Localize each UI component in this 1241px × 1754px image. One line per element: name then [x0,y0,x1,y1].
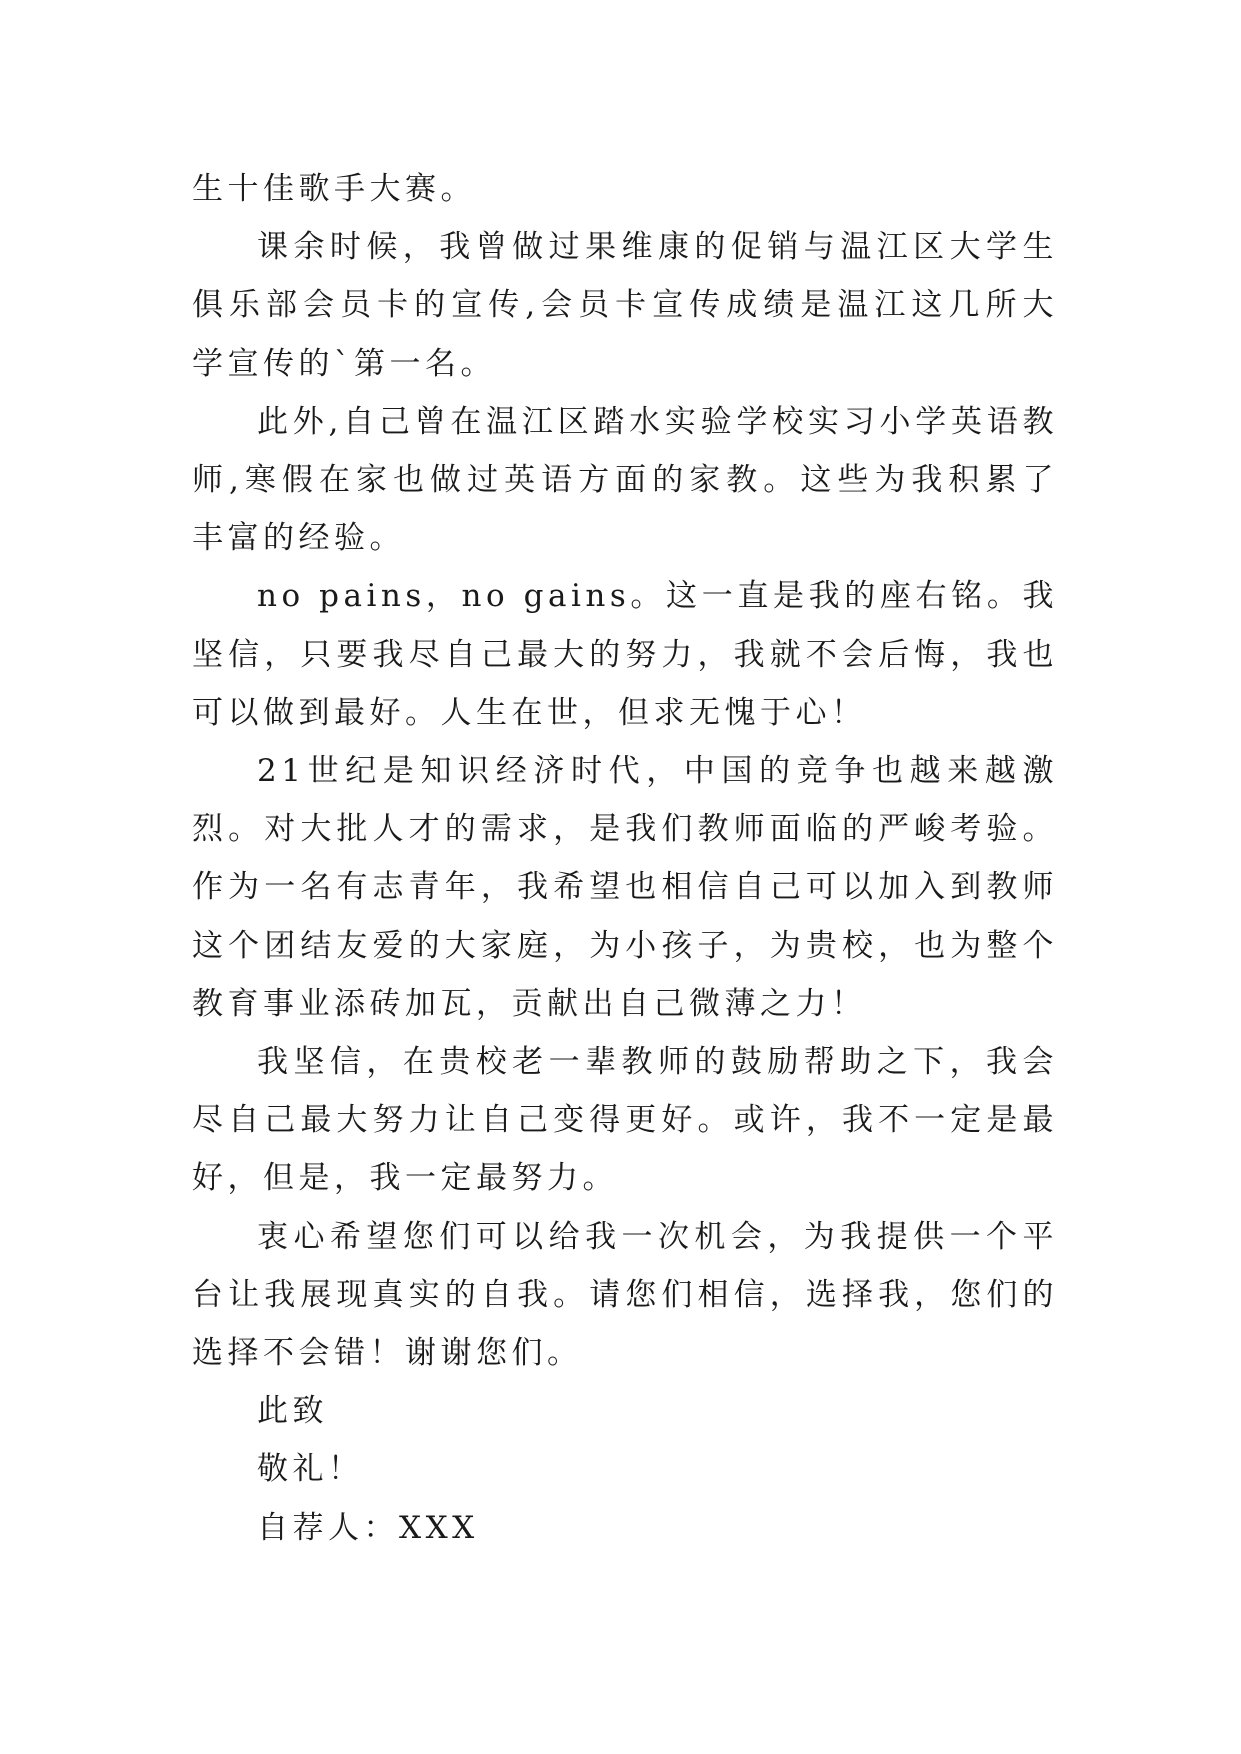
paragraph-motto: no pains，no gains。这一直是我的座右铭。我坚信，只要我尽自己最大的努力，我就不会后悔，我也可以做到最好。人生在世，但求无愧于心！ [192,578,1058,731]
paragraph-extracurricular: 课余时候，我曾做过果维康的促销与温江区大学生俱乐部会员卡的宣传,会员卡宣传成绩是温江这几所大学宣传的`第一名。 [192,229,1058,382]
signature: 自荐人：XXX [257,1509,479,1546]
closing-salutation: 此致 [257,1393,328,1430]
closing-regards: 敬礼！ [257,1451,364,1488]
letter-body [192,160,1058,1557]
paragraph-continuation: 生十佳歌手大赛。 [192,171,476,207]
paragraph-aspiration: 21世纪是知识经济时代，中国的竞争也越来越激烈。对大批人才的需求，是我们教师面临的严峻考验。作为一名有志青年，我希望也相信自己可以加入到教师这个团结友爱的大家庭，为小孩子，为贵校，也为整个教育事业添砖加瓦，贡献出自己微薄之力！ [192,753,1058,1022]
paragraph-request: 衷心希望您们可以给我一次机会，为我提供一个平台让我展现真实的自我。请您们相信，选择我，您们的选择不会错！谢谢您们。 [192,1218,1058,1372]
paragraph-commitment: 我坚信，在贵校老一辈教师的鼓励帮助之下，我会尽自己最大努力让自己变得更好。或许，我不一定是最好，但是，我一定最努力。 [192,1044,1058,1197]
paragraph-teaching-experience: 此外,自己曾在温江区踏水实验学校实习小学英语教师,寒假在家也做过英语方面的家教。这些为我积累了丰富的经验。 [192,403,1058,557]
